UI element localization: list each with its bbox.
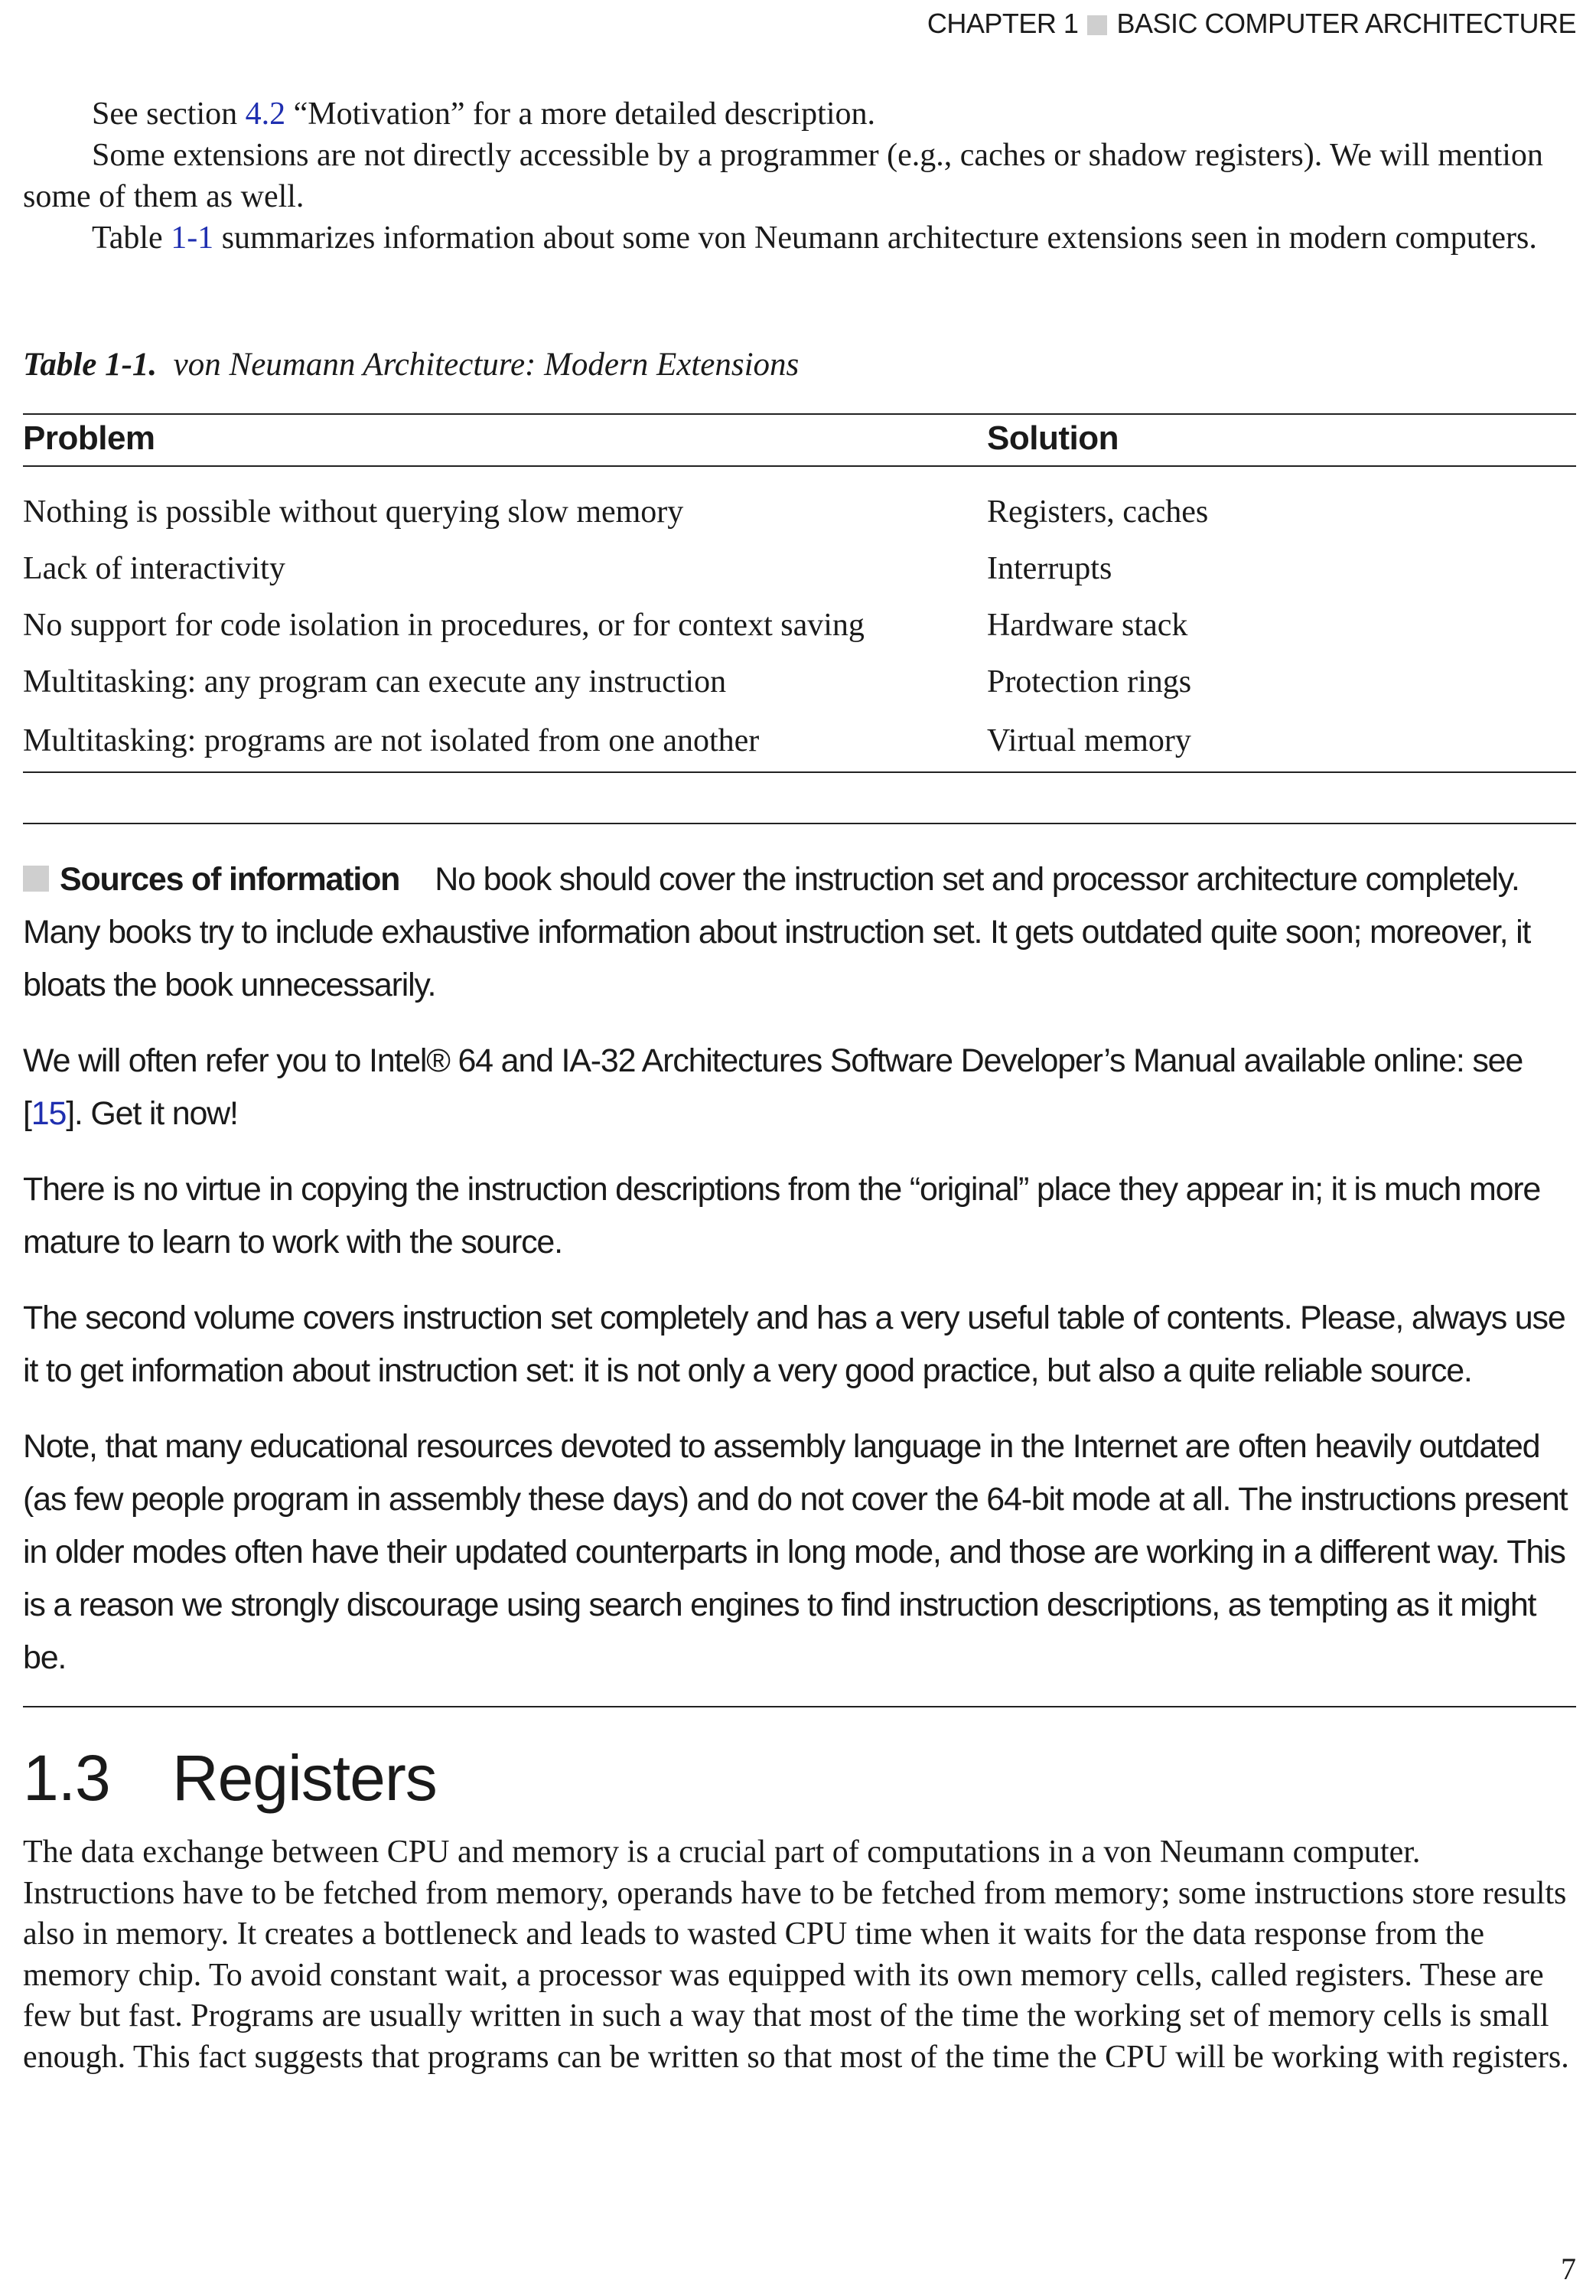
section-number: 1.3 [23, 1742, 110, 1814]
intro-p3-suffix: summarizes information about some von Neumann architecture extensions seen in modern computers. [213, 220, 1537, 256]
intro-text [23, 93, 1576, 259]
reference-link[interactable]: 15 [31, 1095, 67, 1132]
table-cell-solution: Virtual memory [987, 710, 1576, 772]
intro-paragraph-2: Some extensions are not directly accessible by a programmer (e.g., caches or shadow registers). We will mention some of them as well. [23, 138, 1543, 214]
section-heading [23, 1741, 437, 1815]
table-cell-problem: Multitasking: any program can execute any instruction [23, 664, 727, 700]
table-cell-solution: Protection rings [987, 664, 1192, 700]
extensions-table [23, 413, 1576, 773]
note-p2-suffix: ]. Get it now! [66, 1095, 238, 1132]
note-paragraph-4: The second volume covers instruction set completely and has a very useful table of contents. Please, always use it to get information about instruction set: it is not only a very good practice, but also a quite reliable source. [23, 1300, 1565, 1389]
intro-paragraph-1 [23, 93, 1576, 135]
running-head-title: BASIC COMPUTER ARCHITECTURE [1116, 8, 1576, 39]
table-cell-solution: Hardware stack [987, 608, 1188, 643]
table-caption-label: Table 1-1. [23, 347, 158, 383]
table-cell-problem: Nothing is possible without querying slow memory [23, 494, 684, 530]
running-head [927, 8, 1576, 40]
intro-p1-suffix: “Motivation” for a more detailed description. [285, 96, 876, 132]
table-row [23, 466, 1576, 540]
table-row [23, 597, 1576, 654]
note-p2-prefix: We will often refer you to Intel® 64 and IA-32 Architectures Software Developer’s Manual available online: see [ [23, 1042, 1523, 1132]
table-row [23, 654, 1576, 710]
note-paragraph-3: There is no virtue in copying the instruction descriptions from the “original” place they appear in; it is much more mature to learn to work with the source. [23, 1171, 1541, 1261]
note-paragraph-2 [23, 1035, 1576, 1140]
section-title: Registers [172, 1742, 437, 1814]
note-lead: Sources of information [60, 861, 400, 898]
table-header-row [23, 414, 1576, 466]
table-cell-problem: Multitasking: programs are not isolated from one another [23, 710, 987, 772]
section-link[interactable]: 4.2 [245, 96, 286, 132]
table-cell-solution: Interrupts [987, 551, 1112, 586]
table-link[interactable]: 1-1 [171, 220, 214, 256]
table-caption [23, 346, 799, 383]
intro-p3-prefix: Table [92, 220, 171, 256]
note-box [23, 823, 1576, 1707]
table-cell-problem: No support for code isolation in procedures, or for context saving [23, 608, 865, 643]
table-row [23, 540, 1576, 597]
note-paragraph-5: Note, that many educational resources devoted to assembly language in the Internet are often heavily outdated (as few people program in assembly these days) and do not cover the 64-bit mode at all. The instructions present in older modes often have their updated counterparts in long mode, and those are working in a different way. This is a reason we strongly discourage using search engines to find instruction descriptions, as tempting as it might be. [23, 1428, 1568, 1676]
section-body: The data exchange between CPU and memory is a crucial part of computations in a von Neumann computer. Instructions have to be fetched from memory, operands have to be fetched from memory; some instructions store results also in memory. It creates a bottleneck and leads to wasted CPU time when it waits for the data response from the memory chip. To avoid constant wait, a processor was equipped with its own memory cells, called registers. These are few but fast. Programs are usually written in such a way that most of the time the working set of memory cells is small enough. This fact suggests that programs can be written so that most of the time the CPU will be working with registers. [23, 1835, 1569, 2075]
table-caption-text: von Neumann Architecture: Modern Extensions [173, 347, 800, 383]
page-number: 7 [1561, 2252, 1576, 2286]
table-row [23, 710, 1576, 772]
note-p1-text: No book should cover the instruction set and processor architecture completely. Many books try to include exhaustive information about instruction set. It gets outdated quite soon; moreover, it bloats the book unnecessarily. [23, 861, 1531, 1003]
intro-p1-prefix: See section [92, 96, 246, 132]
note-paragraph-1 [23, 853, 1576, 1012]
column-header-problem: Problem [23, 414, 987, 466]
square-bullet-icon [1087, 15, 1107, 35]
column-header-solution: Solution [987, 414, 1576, 466]
intro-paragraph-3 [23, 217, 1576, 259]
table-cell-solution: Registers, caches [987, 494, 1209, 530]
running-head-chapter: CHAPTER 1 [927, 8, 1079, 39]
square-bullet-icon [23, 866, 49, 892]
table-cell-problem: Lack of interactivity [23, 551, 285, 586]
